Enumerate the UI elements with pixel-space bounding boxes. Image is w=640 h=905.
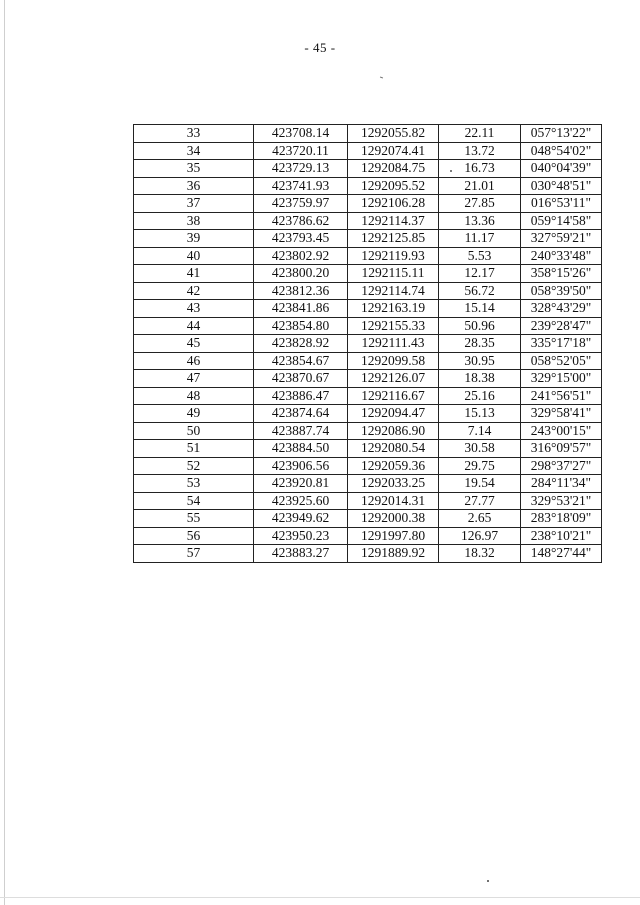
y-coordinate-cell: 1292163.19 [348, 300, 439, 318]
bearing-cell: 238°10'21" [521, 527, 602, 545]
bearing-cell: 030°48'51" [521, 177, 602, 195]
y-coordinate-cell: 1292086.90 [348, 422, 439, 440]
table-row [134, 230, 602, 248]
page-number: - 45 - [304, 40, 336, 55]
point-number-cell: 40 [134, 247, 254, 265]
x-coordinate-cell: 423800.20 [254, 265, 348, 283]
table-row [134, 265, 602, 283]
distance-cell: 28.35 [439, 335, 521, 353]
x-coordinate-cell: 423802.92 [254, 247, 348, 265]
bearing-cell: 284°11'34" [521, 475, 602, 493]
y-coordinate-cell: 1292111.43 [348, 335, 439, 353]
table-row [134, 177, 602, 195]
table-row [134, 475, 602, 493]
table-row [134, 247, 602, 265]
bearing-cell: 316°09'57" [521, 440, 602, 458]
distance-cell: 2.65 [439, 510, 521, 528]
x-coordinate-cell: 423812.36 [254, 282, 348, 300]
table-row [134, 370, 602, 388]
point-number-cell: 55 [134, 510, 254, 528]
y-coordinate-cell: 1292116.67 [348, 387, 439, 405]
point-number-cell: 51 [134, 440, 254, 458]
bearing-cell: 243°00'15" [521, 422, 602, 440]
bearing-cell: 298°37'27" [521, 457, 602, 475]
y-coordinate-cell: 1291889.92 [348, 545, 439, 563]
y-coordinate-cell: 1292080.54 [348, 440, 439, 458]
distance-cell: 27.77 [439, 492, 521, 510]
x-coordinate-cell: 423828.92 [254, 335, 348, 353]
bearing-cell: 239°28'47" [521, 317, 602, 335]
point-number-cell: 37 [134, 195, 254, 213]
table-row [134, 405, 602, 423]
distance-cell: 7.14 [439, 422, 521, 440]
y-coordinate-cell: 1292074.41 [348, 142, 439, 160]
bearing-cell: 328°43'29" [521, 300, 602, 318]
point-number-cell: 53 [134, 475, 254, 493]
y-coordinate-cell: 1292126.07 [348, 370, 439, 388]
scan-edge-bottom [0, 897, 640, 898]
point-number-cell: 56 [134, 527, 254, 545]
table-row [134, 195, 602, 213]
bearing-cell: 058°52'05" [521, 352, 602, 370]
point-number-cell: 43 [134, 300, 254, 318]
coordinates-table-body [134, 125, 602, 563]
bearing-cell: 329°15'00" [521, 370, 602, 388]
table-row [134, 300, 602, 318]
point-number-cell: 41 [134, 265, 254, 283]
bearing-cell: 358°15'26" [521, 265, 602, 283]
point-number-cell: 54 [134, 492, 254, 510]
point-number-cell: 38 [134, 212, 254, 230]
x-coordinate-cell: 423729.13 [254, 160, 348, 178]
bearing-cell: 283°18'09" [521, 510, 602, 528]
distance-cell: 29.75 [439, 457, 521, 475]
y-coordinate-cell: 1292114.74 [348, 282, 439, 300]
point-number-cell: 50 [134, 422, 254, 440]
y-coordinate-cell: 1292059.36 [348, 457, 439, 475]
y-coordinate-cell: 1292094.47 [348, 405, 439, 423]
point-number-cell: 33 [134, 125, 254, 143]
table-row [134, 422, 602, 440]
y-coordinate-cell: 1292125.85 [348, 230, 439, 248]
x-coordinate-cell: 423950.23 [254, 527, 348, 545]
x-coordinate-cell: 423906.56 [254, 457, 348, 475]
table-row [134, 352, 602, 370]
y-coordinate-cell: 1292095.52 [348, 177, 439, 195]
table-row [134, 440, 602, 458]
distance-cell: 13.36 [439, 212, 521, 230]
bearing-cell: 240°33'48" [521, 247, 602, 265]
point-number-cell: 48 [134, 387, 254, 405]
y-coordinate-cell: 1292155.33 [348, 317, 439, 335]
bearing-cell: 329°58'41" [521, 405, 602, 423]
y-coordinate-cell: 1292114.37 [348, 212, 439, 230]
table-row [134, 387, 602, 405]
x-coordinate-cell: 423874.64 [254, 405, 348, 423]
table-row [134, 527, 602, 545]
distance-cell: 18.38 [439, 370, 521, 388]
distance-cell: 5.53 [439, 247, 521, 265]
table-row [134, 160, 602, 178]
distance-cell: 30.95 [439, 352, 521, 370]
bearing-cell: 040°04'39" [521, 160, 602, 178]
bearing-cell: 329°53'21" [521, 492, 602, 510]
x-coordinate-cell: 423949.62 [254, 510, 348, 528]
table-row [134, 282, 602, 300]
table-row [134, 125, 602, 143]
bearing-cell: 057°13'22" [521, 125, 602, 143]
distance-cell: 18.32 [439, 545, 521, 563]
distance-cell: 50.96 [439, 317, 521, 335]
scan-edge-left [4, 0, 5, 905]
table-row [134, 335, 602, 353]
distance-cell: 22.11 [439, 125, 521, 143]
y-coordinate-cell: 1292084.75 [348, 160, 439, 178]
bearing-cell: 048°54'02" [521, 142, 602, 160]
x-coordinate-cell: 423854.67 [254, 352, 348, 370]
scan-speck [380, 77, 383, 79]
y-coordinate-cell: 1292119.93 [348, 247, 439, 265]
bearing-cell: 148°27'44" [521, 545, 602, 563]
x-coordinate-cell: 423887.74 [254, 422, 348, 440]
y-coordinate-cell: 1292099.58 [348, 352, 439, 370]
x-coordinate-cell: 423920.81 [254, 475, 348, 493]
point-number-cell: 36 [134, 177, 254, 195]
y-coordinate-cell: 1292033.25 [348, 475, 439, 493]
distance-cell: 30.58 [439, 440, 521, 458]
point-number-cell: 44 [134, 317, 254, 335]
distance-cell: 21.01 [439, 177, 521, 195]
point-number-cell: 49 [134, 405, 254, 423]
table-row [134, 545, 602, 563]
distance-cell: 25.16 [439, 387, 521, 405]
distance-cell: 126.97 [439, 527, 521, 545]
point-number-cell: 45 [134, 335, 254, 353]
x-coordinate-cell: 423925.60 [254, 492, 348, 510]
x-coordinate-cell: 423870.67 [254, 370, 348, 388]
x-coordinate-cell: 423793.45 [254, 230, 348, 248]
bearing-cell: 016°53'11" [521, 195, 602, 213]
y-coordinate-cell: 1291997.80 [348, 527, 439, 545]
distance-cell: 15.13 [439, 405, 521, 423]
table-row [134, 317, 602, 335]
x-coordinate-cell: 423786.62 [254, 212, 348, 230]
x-coordinate-cell: 423886.47 [254, 387, 348, 405]
point-number-cell: 52 [134, 457, 254, 475]
coordinates-table [133, 124, 602, 563]
y-coordinate-cell: 1292014.31 [348, 492, 439, 510]
point-number-cell: 35 [134, 160, 254, 178]
distance-cell: 16.73 [439, 160, 521, 178]
table-row [134, 212, 602, 230]
distance-cell: 11.17 [439, 230, 521, 248]
bearing-cell: 241°56'51" [521, 387, 602, 405]
x-coordinate-cell: 423841.86 [254, 300, 348, 318]
x-coordinate-cell: 423720.11 [254, 142, 348, 160]
point-number-cell: 39 [134, 230, 254, 248]
distance-cell: 56.72 [439, 282, 521, 300]
y-coordinate-cell: 1292000.38 [348, 510, 439, 528]
bearing-cell: 327°59'21" [521, 230, 602, 248]
x-coordinate-cell: 423759.97 [254, 195, 348, 213]
bearing-cell: 335°17'18" [521, 335, 602, 353]
point-number-cell: 46 [134, 352, 254, 370]
distance-cell: 13.72 [439, 142, 521, 160]
x-coordinate-cell: 423854.80 [254, 317, 348, 335]
x-coordinate-cell: 423708.14 [254, 125, 348, 143]
point-number-cell: 42 [134, 282, 254, 300]
table-row [134, 457, 602, 475]
table-row [134, 492, 602, 510]
point-number-cell: 57 [134, 545, 254, 563]
point-number-cell: 47 [134, 370, 254, 388]
distance-cell: 15.14 [439, 300, 521, 318]
y-coordinate-cell: 1292106.28 [348, 195, 439, 213]
table-row [134, 510, 602, 528]
point-number-cell: 34 [134, 142, 254, 160]
x-coordinate-cell: 423884.50 [254, 440, 348, 458]
distance-cell: 12.17 [439, 265, 521, 283]
distance-cell: 19.54 [439, 475, 521, 493]
bearing-cell: 058°39'50" [521, 282, 602, 300]
x-coordinate-cell: 423741.93 [254, 177, 348, 195]
y-coordinate-cell: 1292115.11 [348, 265, 439, 283]
distance-cell: 27.85 [439, 195, 521, 213]
table-row [134, 142, 602, 160]
x-coordinate-cell: 423883.27 [254, 545, 348, 563]
y-coordinate-cell: 1292055.82 [348, 125, 439, 143]
scan-speck [487, 880, 489, 882]
bearing-cell: 059°14'58" [521, 212, 602, 230]
